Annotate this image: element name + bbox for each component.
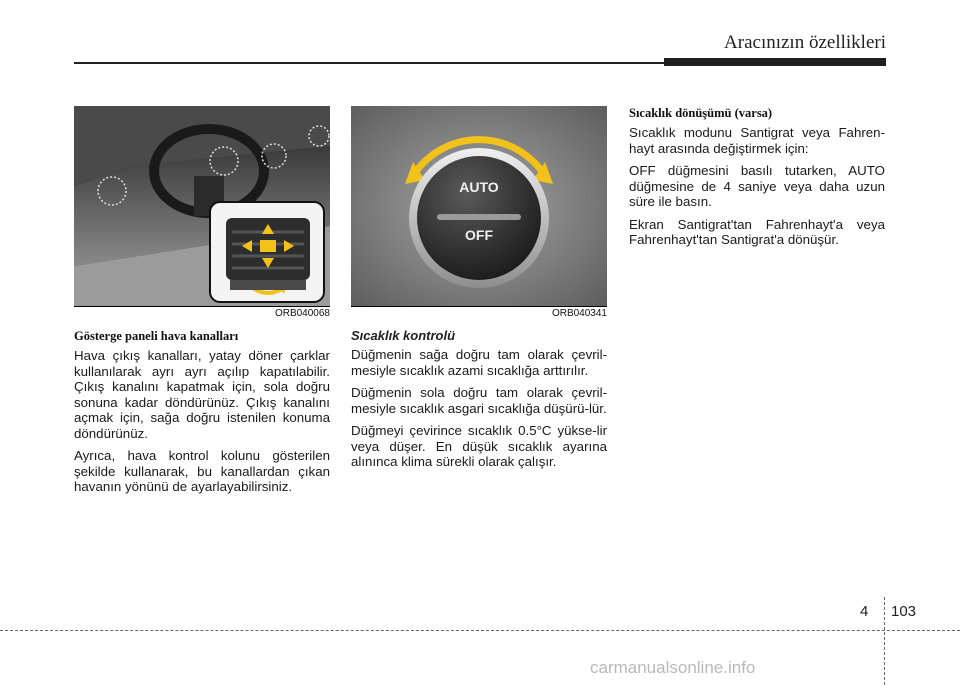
column-air-vents <box>74 106 330 502</box>
watermark: carmanualsonline.info <box>590 658 756 677</box>
footer-rule <box>0 630 960 631</box>
off-button-label: OFF <box>465 227 493 243</box>
figure-code-row <box>351 306 607 322</box>
body-paragraph: Ekran Santigrat'tan Fahrenhayt'a veya Fahrenhayt'tan Santigrat'a dönüşür. <box>629 216 885 247</box>
footer-divider <box>884 597 885 685</box>
chapter-number: 4 <box>860 603 869 620</box>
section-heading: Sıcaklık dönüşümü (varsa) <box>629 106 773 120</box>
body-paragraph: Hava çıkış kanalları, yatay döner çarklar kullanılarak ayrı ayrı açılıp kapatılabilir. Çıkış kanalını kapatmak için, sola doğru sonuna kadar döndürünüz. Çıkış kanalını açmak için, sağa doğru istenilen konuma döndürünüz. <box>74 348 330 441</box>
section-title: Aracınızın özellikleri <box>724 32 886 53</box>
column-temperature-control <box>351 106 607 477</box>
dashboard-vents-figure <box>74 106 330 306</box>
header-bar <box>664 58 886 66</box>
figure-code: ORB040341 <box>551 308 607 319</box>
section-heading: Sıcaklık kontrolü <box>351 328 456 343</box>
figure-code: ORB040068 <box>274 308 330 319</box>
body-paragraph: Düğmenin sağa doğru tam olarak çevril-mesiyle sıcaklık azami sıcaklığa arttırılır. <box>351 347 607 378</box>
body-paragraph: OFF düğmesini basılı tutarken, AUTO düğmesine de 4 saniye veya daha uzun süre ile basın. <box>629 163 885 209</box>
figure-code-row <box>74 306 330 322</box>
temperature-knob-figure <box>351 106 607 306</box>
body-paragraph: Düğmeyi çevirince sıcaklık 0.5°C yükse-lir veya düşer. En düşük sıcaklık ayarına alınınca klima sürekli olarak çalışır. <box>351 423 607 469</box>
body-paragraph: Sıcaklık modunu Santigrat veya Fahren-hayt arasında değiştirmek için: <box>629 125 885 156</box>
page-number: 103 <box>891 603 917 620</box>
auto-button-label: AUTO <box>459 179 499 195</box>
body-paragraph: Ayrıca, hava kontrol kolunu gösterilen şekilde kullanarak, bu kanallardan çıkan havanın yönünü de ayarlayabilirsiniz. <box>74 448 330 494</box>
body-paragraph: Düğmenin sola doğru tam olarak çevril-mesiyle sıcaklık asgari sıcaklığa düşürü-lür. <box>351 385 607 416</box>
header-rule <box>74 62 666 64</box>
column-temperature-conversion <box>629 106 885 255</box>
section-heading: Gösterge paneli hava kanalları <box>74 329 239 343</box>
